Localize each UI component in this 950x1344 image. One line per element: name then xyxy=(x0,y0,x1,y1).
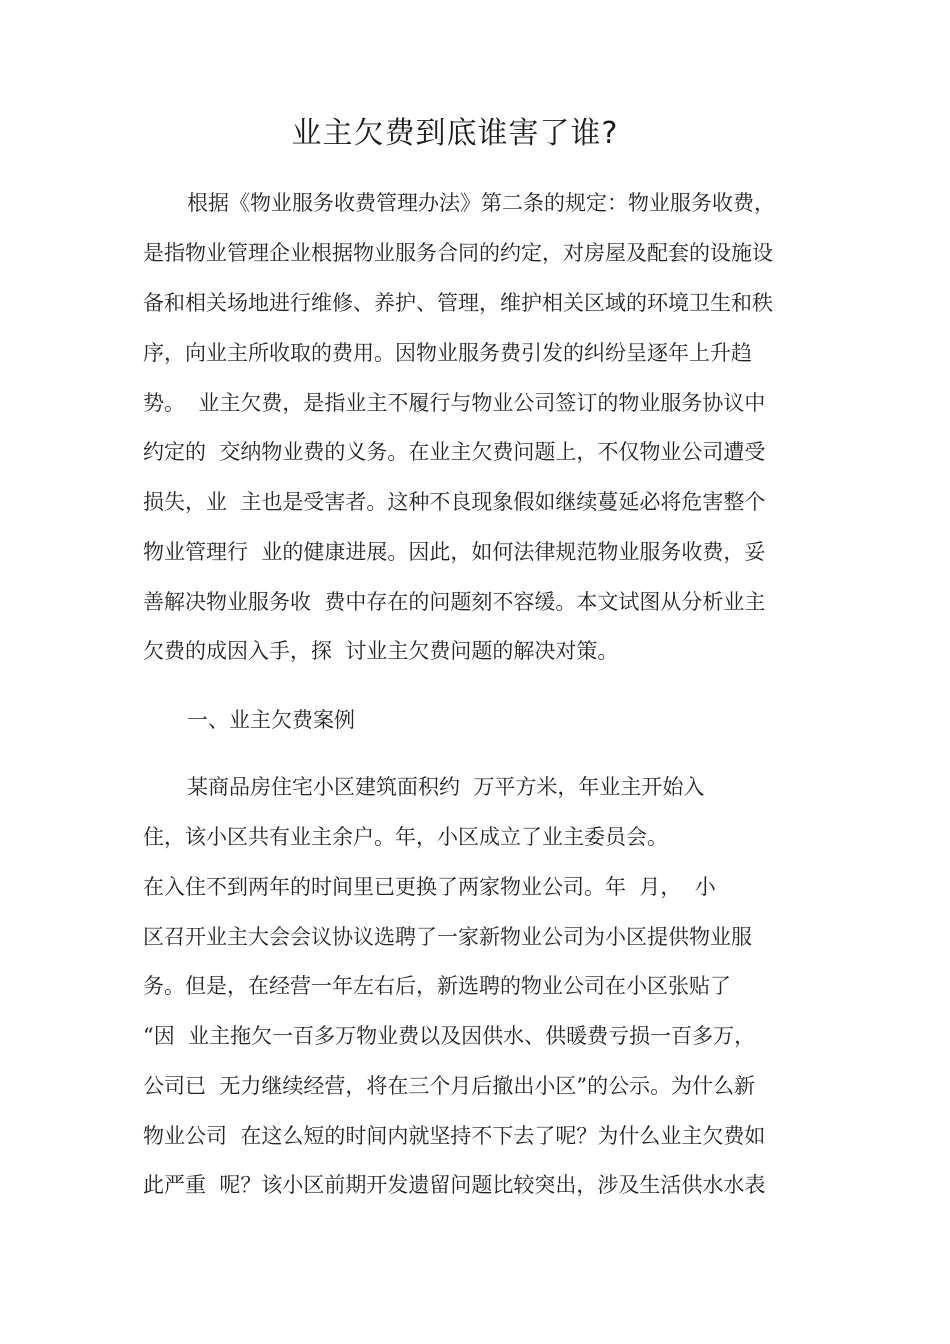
paragraph-1-line-10: 欠费的成因入手，探 讨业主欠费问题的解决对策。 xyxy=(143,639,619,663)
document-title: 业主欠费到底谁害了谁? xyxy=(291,116,619,151)
paragraph-1-line-9: 善解决物业服务收 费中存在的问题刻不容缓。本文试图从分析业主 xyxy=(143,590,766,614)
paragraph-2-line-6: “因 业主拖欠一百多万物业费以及因供水、供暖费亏损一百多万， xyxy=(143,1024,756,1048)
paragraph-1-line-5: 势。 业主欠费，是指业主不履行与物业公司签订的物业服务协议中 xyxy=(143,391,766,415)
paragraph-1-line-6: 约定的 交纳物业费的义务。在业主欠费问题上，不仅物业公司遭受 xyxy=(143,440,766,464)
paragraph-2-line-8: 物业公司 在这么短的时间内就坚持不下去了呢？为什么业主欠费如 xyxy=(143,1124,766,1148)
paragraph-1-line-1: 根据《物业服务收费管理办法》第二条的规定：物业服务收费， xyxy=(187,191,775,215)
paragraph-1-line-8: 物业管理行 业的健康进展。因此，如何法律规范物业服务收费，妥 xyxy=(143,540,766,564)
paragraph-1-line-7: 损失，业 主也是受害者。这种不良现象假如继续蔓延必将危害整个 xyxy=(143,490,766,514)
section-1-heading: 一、业主欠费案例 xyxy=(187,708,355,732)
paragraph-2-line-1: 某商品房住宅小区建筑面积约 万平方米，年业主开始入 xyxy=(187,775,705,799)
paragraph-2-line-5: 务。但是，在经营一年左右后，新选聘的物业公司在小区张贴了 xyxy=(143,974,731,998)
paragraph-1-line-2: 是指物业管理企业根据物业服务合同的约定，对房屋及配套的设施设 xyxy=(143,241,773,265)
paragraph-2-line-9: 此严重 呢？该小区前期开发遗留问题比较突出，涉及生活供水水表 xyxy=(143,1173,766,1197)
paragraph-1-line-3: 备和相关场地进行维修、养护、管理，维护相关区域的环境卫生和秩 xyxy=(143,291,773,315)
paragraph-2-line-2: 住，该小区共有业主余户。年，小区成立了业主委员会。 xyxy=(143,825,668,849)
paragraph-1-line-4: 序，向业主所收取的费用。因物业服务费引发的纠纷呈逐年上升趋 xyxy=(143,341,752,365)
paragraph-2-line-3: 在入住不到两年的时间里已更换了两家物业公司。年 月， 小 xyxy=(143,875,716,899)
paragraph-2-line-7: 公司已 无力继续经营，将在三个月后撤出小区”的公示。为什么新 xyxy=(143,1074,756,1098)
paragraph-2-line-4: 区召开业主大会会议协议选聘了一家新物业公司为小区提供物业服 xyxy=(143,925,752,949)
